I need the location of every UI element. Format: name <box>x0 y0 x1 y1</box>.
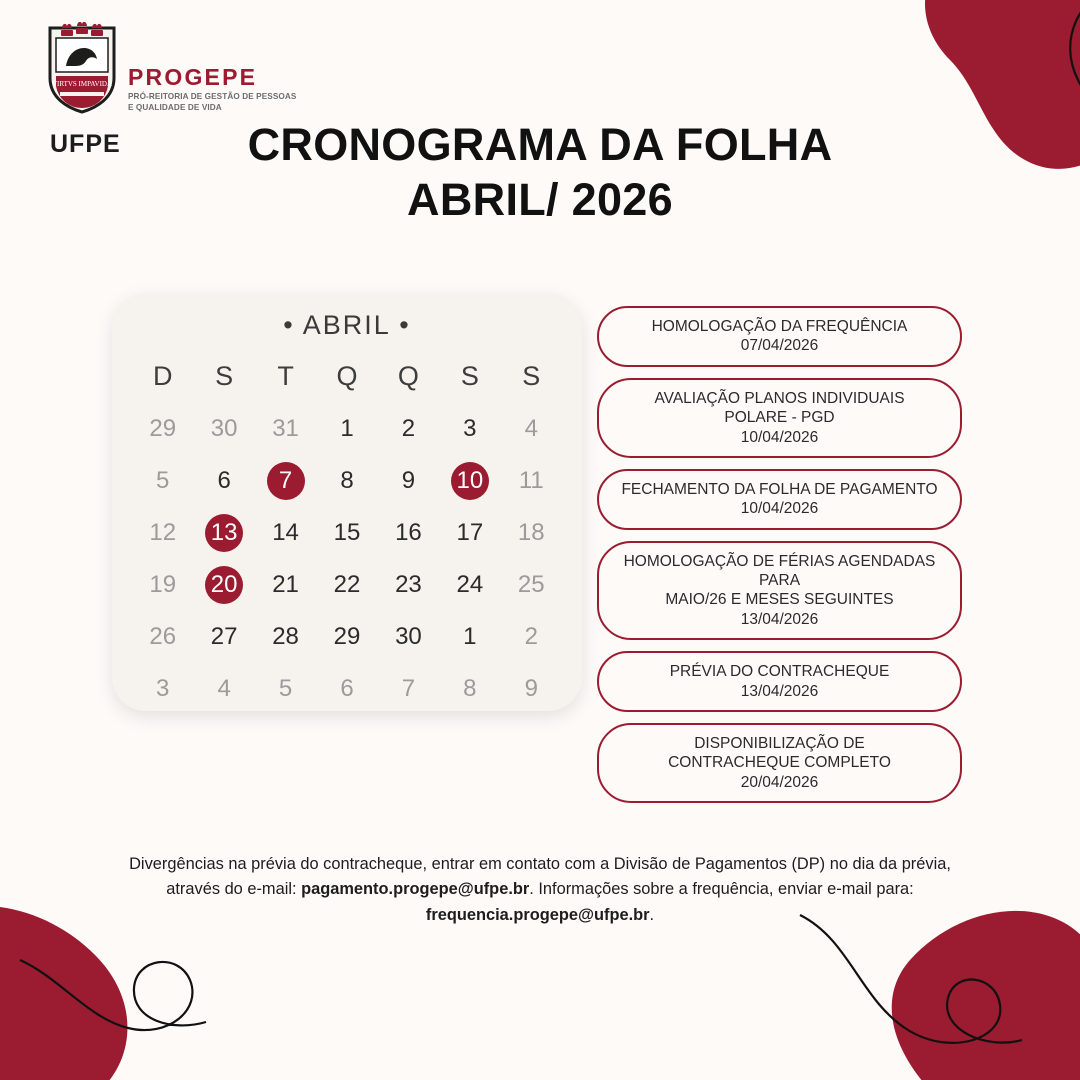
title-line-1: CRONOGRAMA DA FOLHA <box>247 119 833 170</box>
calendar-day-marker: 10 <box>451 462 489 500</box>
calendar-card <box>112 293 582 711</box>
calendar-day: 29 <box>149 415 177 442</box>
calendar-weekday-header: Q <box>397 361 419 391</box>
calendar-day: 19 <box>149 571 177 598</box>
calendar-day: 5 <box>278 675 293 702</box>
calendar-weekday-header: S <box>215 361 234 391</box>
svg-text:VIRTVS IMPAVIDA: VIRTVS IMPAVIDA <box>51 80 113 88</box>
calendar-day-marker: 13 <box>205 514 243 552</box>
event-item[interactable] <box>597 469 962 530</box>
title-line-2: ABRIL/ 2026 <box>407 173 673 225</box>
ufpe-shield-icon <box>46 22 118 114</box>
event-date: 10/04/2026 <box>740 428 819 446</box>
calendar-day: 29 <box>333 623 361 650</box>
calendar-day: 30 <box>210 415 238 442</box>
footer-note <box>120 852 960 928</box>
calendar-day: 3 <box>463 415 477 442</box>
calendar-day: 1 <box>463 623 477 650</box>
calendar-day: 30 <box>395 623 422 650</box>
calendar-day: 16 <box>395 519 422 546</box>
calendar-weekday-header: D <box>152 361 173 391</box>
footer-text-part-3: . <box>649 905 655 924</box>
calendar-day: 15 <box>333 519 361 546</box>
calendar-day: 4 <box>217 675 231 702</box>
calendar-day: 21 <box>272 571 299 598</box>
calendar-day: 25 <box>517 571 545 598</box>
calendar-day: 5 <box>156 467 170 494</box>
calendar-day: 31 <box>272 415 299 442</box>
event-date: 13/04/2026 <box>740 682 819 700</box>
event-label: PRÉVIA DO CONTRACHEQUE <box>669 663 890 681</box>
event-date: 13/04/2026 <box>740 610 819 628</box>
calendar-weekday-header: Q <box>336 361 358 391</box>
event-date: 20/04/2026 <box>740 773 819 791</box>
calendar-day: 17 <box>456 519 484 546</box>
event-label: HOMOLOGAÇÃO DE FÉRIAS AGENDADAS PARA <box>623 552 936 589</box>
ufpe-wordmark: UFPE <box>50 130 121 158</box>
calendar-weekday-header: T <box>277 361 294 391</box>
event-date: 07/04/2026 <box>740 337 819 355</box>
calendar-day: 9 <box>401 467 416 494</box>
progepe-block <box>128 66 298 114</box>
page-title <box>0 118 1080 228</box>
event-date: 10/04/2026 <box>740 500 819 518</box>
calendar-weekday-header: S <box>460 361 479 391</box>
calendar-day-marker: 7 <box>267 462 305 500</box>
footer-email-frequency: frequencia.progepe@ufpe.br <box>425 905 650 924</box>
event-item[interactable] <box>597 378 962 458</box>
calendar-day: 14 <box>272 519 299 546</box>
calendar-day: 28 <box>272 623 299 650</box>
calendar-day: 18 <box>517 519 545 546</box>
footer-text-part-2: . Informações sobre a frequência, enviar e-mail para: <box>529 880 914 899</box>
event-item[interactable] <box>597 723 962 803</box>
calendar-day: 1 <box>340 415 354 442</box>
calendar-day: 11 <box>518 467 544 494</box>
event-label: MAIO/26 E MESES SEGUINTES <box>665 591 894 609</box>
calendar-month-label: • ABRIL • <box>283 310 411 340</box>
footer-text-part-1: Divergências na prévia do contracheque, entrar em contato com a Divisão de Pagamentos (DP) no dia da prévia, através do e-mail: <box>129 855 951 899</box>
event-label: HOMOLOGAÇÃO DA FREQUÊNCIA <box>651 318 908 335</box>
calendar-day: 7 <box>401 675 416 702</box>
event-label: AVALIAÇÃO PLANOS INDIVIDUAIS <box>654 389 905 407</box>
progepe-name: PROGEPE <box>128 64 258 90</box>
calendar-day: 9 <box>524 675 538 702</box>
event-label: POLARE - PGD <box>724 409 835 427</box>
calendar-day: 3 <box>156 675 170 702</box>
event-label: FECHAMENTO DA FOLHA DE PAGAMENTO <box>621 480 938 498</box>
calendar-day: 8 <box>340 467 354 494</box>
calendar-day-highlighted <box>193 508 254 558</box>
event-label: DISPONIBILIZAÇÃO DE <box>694 734 865 752</box>
progepe-subtitle: PRÓ-REITORIA DE GESTÃO DE PESSOAS E QUALIDADE DE VIDA <box>128 92 297 112</box>
calendar-day-highlighted <box>255 456 316 506</box>
event-item[interactable] <box>597 306 962 367</box>
calendar-day: 6 <box>340 675 354 702</box>
event-item[interactable] <box>597 651 962 712</box>
calendar-day-highlighted <box>193 560 254 610</box>
calendar-day: 22 <box>333 571 361 598</box>
calendar-day: 26 <box>149 623 177 650</box>
calendar-day: 6 <box>217 467 231 494</box>
calendar-weekday-header: S <box>522 361 541 391</box>
event-item[interactable] <box>597 541 962 641</box>
calendar-day: 12 <box>149 519 177 546</box>
calendar-day: 4 <box>524 415 538 442</box>
events-list <box>597 306 962 814</box>
calendar-day: 2 <box>524 623 538 650</box>
footer-email-payments: pagamento.progepe@ufpe.br <box>301 880 530 899</box>
calendar-day: 23 <box>395 571 422 598</box>
calendar-day: 27 <box>210 623 238 650</box>
event-label: CONTRACHEQUE COMPLETO <box>668 754 891 772</box>
calendar-day: 24 <box>456 571 484 598</box>
calendar-grid <box>132 355 562 714</box>
calendar-day-highlighted <box>439 456 500 506</box>
calendar-day-marker: 20 <box>205 566 243 604</box>
calendar-day: 8 <box>463 675 477 702</box>
calendar-day: 2 <box>401 415 416 442</box>
